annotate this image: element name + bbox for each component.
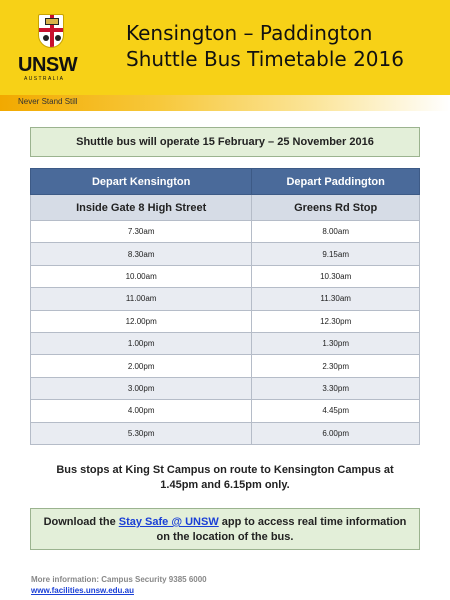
kensington-time: 5.30pm [31,422,252,444]
timetable-header-row [31,169,420,195]
header-depart-paddington: Depart Paddington [252,169,420,195]
tagline-bar [0,95,450,111]
paddington-time: 9.15am [252,243,420,265]
stop-paddington: Greens Rd Stop [252,195,420,221]
kensington-time: 7.30am [31,221,252,243]
kensington-time: 12.00pm [31,310,252,332]
table-row [31,310,420,332]
paddington-time: 11.30am [252,288,420,310]
stay-safe-link[interactable]: Stay Safe @ UNSW [118,516,219,528]
table-row [31,377,420,399]
operating-dates-notice: Shuttle bus will operate 15 February – 25 November 2016 [30,127,420,157]
stop-row [31,195,420,221]
kensington-time: 4.00pm [31,400,252,422]
crest-icon [38,14,64,48]
table-row [31,288,420,310]
title-line-1: Kensington – Paddington [126,21,373,45]
logo-subtitle: AUSTRALIA [24,76,65,82]
table-row [31,422,420,444]
kensington-time: 2.00pm [31,355,252,377]
paddington-time: 12.30pm [252,310,420,332]
title-line-2: Shuttle Bus Timetable 2016 [126,47,404,71]
paddington-time: 10.30am [252,265,420,287]
table-row [31,332,420,354]
logo-text: UNSW [18,54,78,76]
header-banner [0,0,450,95]
table-row [31,221,420,243]
table-row [31,243,420,265]
kensington-time: 8.30am [31,243,252,265]
king-st-line-2: 1.45pm and 6.15pm only. [160,479,290,491]
kensington-time: 10.00am [31,265,252,287]
table-row [31,265,420,287]
timetable [30,168,420,445]
page-title [126,20,436,72]
header-depart-kensington: Depart Kensington [31,169,252,195]
app-notice-line-1 [31,515,419,530]
footer-info: More information: Campus Security 9385 6000 [31,575,207,584]
paddington-time: 6.00pm [252,422,420,444]
app-notice-before: Download the [43,516,119,528]
king-st-note [30,463,420,493]
footer [31,574,207,596]
unsw-logo [18,14,88,84]
paddington-time: 3.30pm [252,377,420,399]
paddington-time: 2.30pm [252,355,420,377]
paddington-time: 1.30pm [252,332,420,354]
king-st-line-1: Bus stops at King St Campus on route to Kensington Campus at [56,464,394,476]
kensington-time: 1.00pm [31,332,252,354]
stop-kensington: Inside Gate 8 High Street [31,195,252,221]
app-download-notice [30,508,420,550]
table-row [31,400,420,422]
kensington-time: 3.00pm [31,377,252,399]
app-notice-after: app to access real time information [218,516,407,528]
app-notice-line-2: on the location of the bus. [156,531,294,543]
facilities-link[interactable]: www.facilities.unsw.edu.au [31,586,134,595]
kensington-time: 11.00am [31,288,252,310]
tagline: Never Stand Still [18,97,78,106]
table-row [31,355,420,377]
paddington-time: 8.00am [252,221,420,243]
paddington-time: 4.45pm [252,400,420,422]
